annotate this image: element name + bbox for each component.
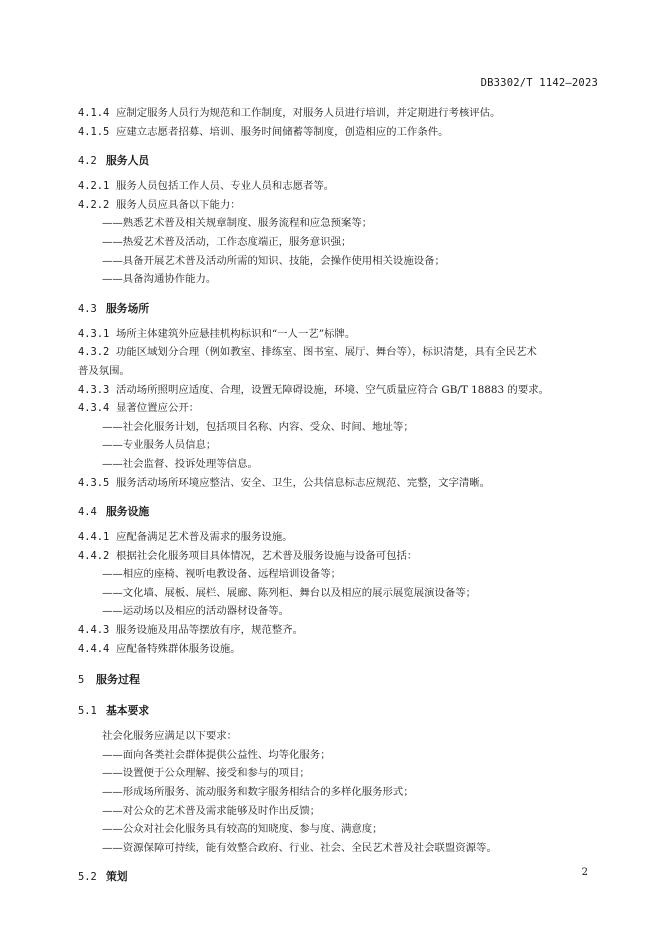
list-item: ——社会化服务计划，包括项目名称、内容、受众、时间、地址等； bbox=[102, 420, 414, 433]
clause-text: 活动场所照明应适度、合理，设置无障碍设施，环境、空气质量应符合 GB/T 18883 的要求。 bbox=[116, 383, 549, 396]
heading-number: 5.1 bbox=[78, 705, 97, 718]
clause-text: 服务设施及用品等摆放有序，规范整齐。 bbox=[116, 624, 304, 637]
clause-text: 服务人员包括工作人员、专业人员和志愿者等。 bbox=[116, 180, 335, 193]
list-item: ——面向各类社会群体提供公益性、均等化服务； bbox=[102, 748, 331, 761]
clause-number: 4.3.5 bbox=[78, 476, 110, 489]
clause-4-3-3 bbox=[78, 381, 598, 400]
list-item: ——熟悉艺术普及相关规章制度、服务流程和应急预案等； bbox=[102, 217, 373, 230]
clause-number: 4.2.2 bbox=[78, 198, 110, 211]
list-item: ——公众对社会化服务具有较高的知晓度、参与度、满意度； bbox=[102, 823, 383, 836]
heading-number: 4.4 bbox=[78, 506, 97, 519]
clause-4-1-5 bbox=[78, 123, 598, 142]
list-item: ——具备开展艺术普及活动所需的知识、技能，会操作使用相关设施设备； bbox=[102, 254, 445, 267]
list-item: ——设置便于公众理解、接受和参与的项目； bbox=[102, 767, 310, 780]
clause-4-2-2 bbox=[78, 196, 598, 215]
clause-number: 4.3.1 bbox=[78, 327, 110, 340]
heading-5-2 bbox=[78, 868, 598, 886]
clause-number: 4.3.2 bbox=[78, 346, 110, 359]
clause-number: 4.4.3 bbox=[78, 624, 110, 637]
clause-4-3-1 bbox=[78, 325, 598, 344]
clause-text: 显著位置应公开： bbox=[116, 402, 200, 415]
heading-title: 服务人员 bbox=[106, 154, 150, 168]
heading-number: 4.2 bbox=[78, 155, 97, 168]
clause-number: 4.1.5 bbox=[78, 125, 110, 138]
clause-text: 应建立志愿者招募、培训、服务时间储蓄等制度，创造相应的工作条件。 bbox=[116, 125, 449, 138]
clause-4-3-2-continuation: 普及氛围。 bbox=[78, 364, 130, 377]
heading-4-3 bbox=[78, 300, 598, 318]
list-item: ——对公众的艺术普及需求能够及时作出反馈； bbox=[102, 804, 321, 817]
list-item: ——具备沟通协作能力。 bbox=[102, 273, 217, 286]
clause-number: 4.2.1 bbox=[78, 180, 110, 193]
list-item: ——形成场所服务、流动服务和数字服务相结合的多样化服务形式； bbox=[102, 786, 414, 799]
clause-4-4-2 bbox=[78, 547, 598, 566]
list-item: ——专业服务人员信息； bbox=[102, 439, 217, 452]
clause-4-2-1 bbox=[78, 177, 598, 196]
document-body bbox=[78, 104, 598, 886]
clause-number: 4.4.1 bbox=[78, 531, 110, 544]
clause-text: 场所主体建筑外应悬挂机构标识和“一人一艺”标牌。 bbox=[116, 327, 356, 340]
paragraph-intro: 社会化服务应满足以下要求： bbox=[102, 730, 238, 743]
clause-4-4-1 bbox=[78, 528, 598, 547]
clause-number: 4.3.3 bbox=[78, 383, 110, 396]
heading-number: 4.3 bbox=[78, 302, 97, 315]
clause-number: 4.4.4 bbox=[78, 642, 110, 655]
clause-number: 4.3.4 bbox=[78, 402, 110, 415]
standard-code: DB3302/T 1142—2023 bbox=[480, 77, 598, 89]
clause-number: 4.1.4 bbox=[78, 107, 110, 119]
heading-title: 策划 bbox=[106, 870, 128, 884]
list-item: ——社会监督、投诉处理等信息。 bbox=[102, 457, 258, 470]
list-item: ——热爱艺术普及活动，工作态度端正，服务意识强； bbox=[102, 235, 352, 248]
heading-title: 服务场所 bbox=[106, 301, 150, 315]
heading-number: 5.2 bbox=[78, 871, 97, 884]
clause-text: 应配备满足艺术普及需求的服务设施。 bbox=[116, 531, 293, 544]
page-number: 2 bbox=[581, 867, 588, 878]
clause-text: 服务活动场所环境应整洁、安全、卫生，公共信息标志应规范、完整，文字清晰。 bbox=[116, 476, 491, 489]
heading-title: 服务设施 bbox=[106, 505, 150, 519]
clause-4-3-2 bbox=[78, 343, 598, 362]
clause-text: 应制定服务人员行为规范和工作制度，对服务人员进行培训，并定期进行考核评估。 bbox=[116, 107, 501, 119]
clause-4-1-4 bbox=[78, 104, 598, 123]
list-item: ——文化墙、展板、展栏、展廊、陈列柜、舞台以及相应的展示展览展演设备等； bbox=[102, 586, 477, 599]
list-item: ——相应的座椅、视听电教设备、远程培训设备等； bbox=[102, 568, 341, 581]
heading-4-4 bbox=[78, 503, 598, 521]
heading-title: 服务过程 bbox=[96, 673, 140, 687]
clause-4-3-4 bbox=[78, 399, 598, 418]
heading-number: 5 bbox=[78, 674, 85, 687]
clause-text: 服务人员应具备以下能力： bbox=[116, 198, 241, 211]
clause-4-4-3 bbox=[78, 621, 598, 640]
list-item: ——运动场以及相应的活动器材设备等。 bbox=[102, 605, 290, 618]
clause-text: 功能区域划分合理（例如教室、排练室、图书室、展厅、舞台等），标识清楚，具有全民艺术 bbox=[116, 346, 537, 359]
heading-title: 基本要求 bbox=[106, 704, 150, 718]
clause-4-3-5 bbox=[78, 474, 598, 493]
clause-4-4-4 bbox=[78, 640, 598, 659]
clause-number: 4.4.2 bbox=[78, 549, 110, 562]
list-item: ——资源保障可持续，能有效整合政府、行业、社会、全民艺术普及社会联盟资源等。 bbox=[102, 841, 497, 854]
clause-text: 应配备特殊群体服务设施。 bbox=[116, 642, 241, 655]
heading-5 bbox=[78, 671, 598, 689]
clause-text: 根据社会化服务项目具体情况，艺术普及服务设施与设备可包括： bbox=[116, 549, 418, 562]
heading-5-1 bbox=[78, 702, 598, 720]
heading-4-2 bbox=[78, 152, 598, 170]
